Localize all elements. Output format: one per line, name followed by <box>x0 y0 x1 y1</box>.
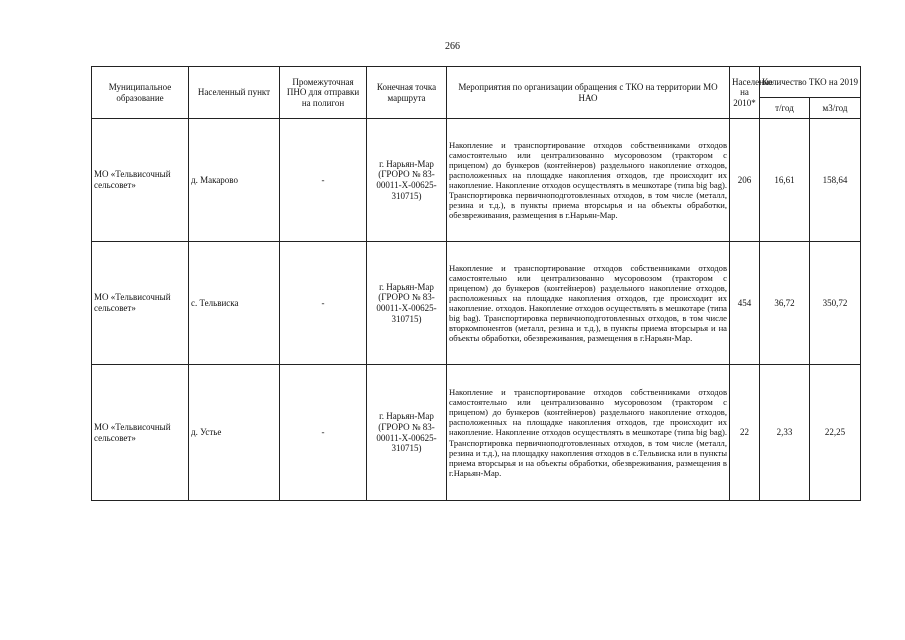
table-row <box>92 365 861 501</box>
cell-tko-m3: 158,64 <box>810 119 861 242</box>
cell-settlement: с. Тельвиска <box>189 242 280 365</box>
header-pno: Промежуточная ПНО для отправки на полигон <box>280 67 367 119</box>
header-endpoint: Конечная точка маршрута <box>367 67 447 119</box>
cell-endpoint: г. Нарьян-Мар (ГРОРО № 83-00011-Х-00625-310715) <box>367 365 447 501</box>
cell-tko-tons: 2,33 <box>760 365 810 501</box>
cell-endpoint: г. Нарьян-Мар (ГРОРО № 83-00011-Х-00625-310715) <box>367 242 447 365</box>
cell-pno: - <box>280 242 367 365</box>
cell-population: 206 <box>730 119 760 242</box>
header-population: Население на 2010* <box>730 67 760 119</box>
cell-settlement: д. Устье <box>189 365 280 501</box>
table-row <box>92 119 861 242</box>
header-measures: Мероприятия по организации обращения с ТКО на территории МО НАО <box>447 67 730 119</box>
header-tko-group: Количество ТКО на 2019 <box>760 67 861 98</box>
cell-mo: МО «Тельвисочный сельсовет» <box>92 119 189 242</box>
cell-population: 454 <box>730 242 760 365</box>
cell-measures: Накопление и транспортирование отходов собственниками отходов самостоятельно или централизованно мусоровозом (трактором с прицепом) до бункеров (контейнеров) раздельного накопление отходов, расположенных на площадке накопления отходов, где происходит их накопление. отходов. Накопление отходов осуществлять в мешкотаре (типа big bag). Транспортировка первичноподготовленных отходов, в том числе вторкомпонентов (металл, резина и т.д.), в пункты приема вторсырья и на объекты обработки, обезвреживания, размещения в г.Нарьян-Мар. <box>447 242 730 365</box>
cell-measures: Накопление и транспортирование отходов собственниками отходов самостоятельно или централизованно мусоровозом (трактором с прицепом) до бункеров (контейнеров) раздельного накопление отходов, расположенных на площадке накопления отходов, где происходит их накопление. Накопление отходов осуществлять в мешкотаре (типа big bag). Транспортировка первичноподготовленных отходов, в том числе (металл, резина и т.д.), на площадку накопления отходов в с.Тельвиска или в пункты приема вторсырья и на объекты обработки, обезвреживания, размещения в г.Нарьян-Мар. <box>447 365 730 501</box>
header-tko-m3: м3/год <box>810 98 861 119</box>
cell-tko-m3: 22,25 <box>810 365 861 501</box>
cell-mo: МО «Тельвисочный сельсовет» <box>92 365 189 501</box>
header-tko-tons: т/год <box>760 98 810 119</box>
cell-pno: - <box>280 119 367 242</box>
waste-management-table <box>91 66 861 501</box>
page-number: 266 <box>445 41 460 52</box>
cell-population: 22 <box>730 365 760 501</box>
cell-endpoint: г. Нарьян-Мар (ГРОРО № 83-00011-Х-00625-310715) <box>367 119 447 242</box>
table-row <box>92 242 861 365</box>
header-mo: Муниципальное образование <box>92 67 189 119</box>
cell-pno: - <box>280 365 367 501</box>
cell-tko-tons: 16,61 <box>760 119 810 242</box>
cell-tko-m3: 350,72 <box>810 242 861 365</box>
cell-tko-tons: 36,72 <box>760 242 810 365</box>
cell-mo: МО «Тельвисочный сельсовет» <box>92 242 189 365</box>
header-row <box>92 67 861 98</box>
header-settlement: Населенный пункт <box>189 67 280 119</box>
cell-measures: Накопление и транспортирование отходов собственниками отходов самостоятельно или централизованно мусоровозом (трактором с прицепом) до бункеров (контейнеров) раздельного накопление отходов, расположенных на площадке накопления отходов, где происходит их накопление. Накопление отходов осуществлять в мешкотаре (типа big bag). Транспортировка первичноподготовленных отходов, в том числе (металл, резина и т.д.), в пункты приема вторсырья и на объекты обработки, обезвреживания, размещения в г.Нарьян-Мар. <box>447 119 730 242</box>
cell-settlement: д. Макарово <box>189 119 280 242</box>
